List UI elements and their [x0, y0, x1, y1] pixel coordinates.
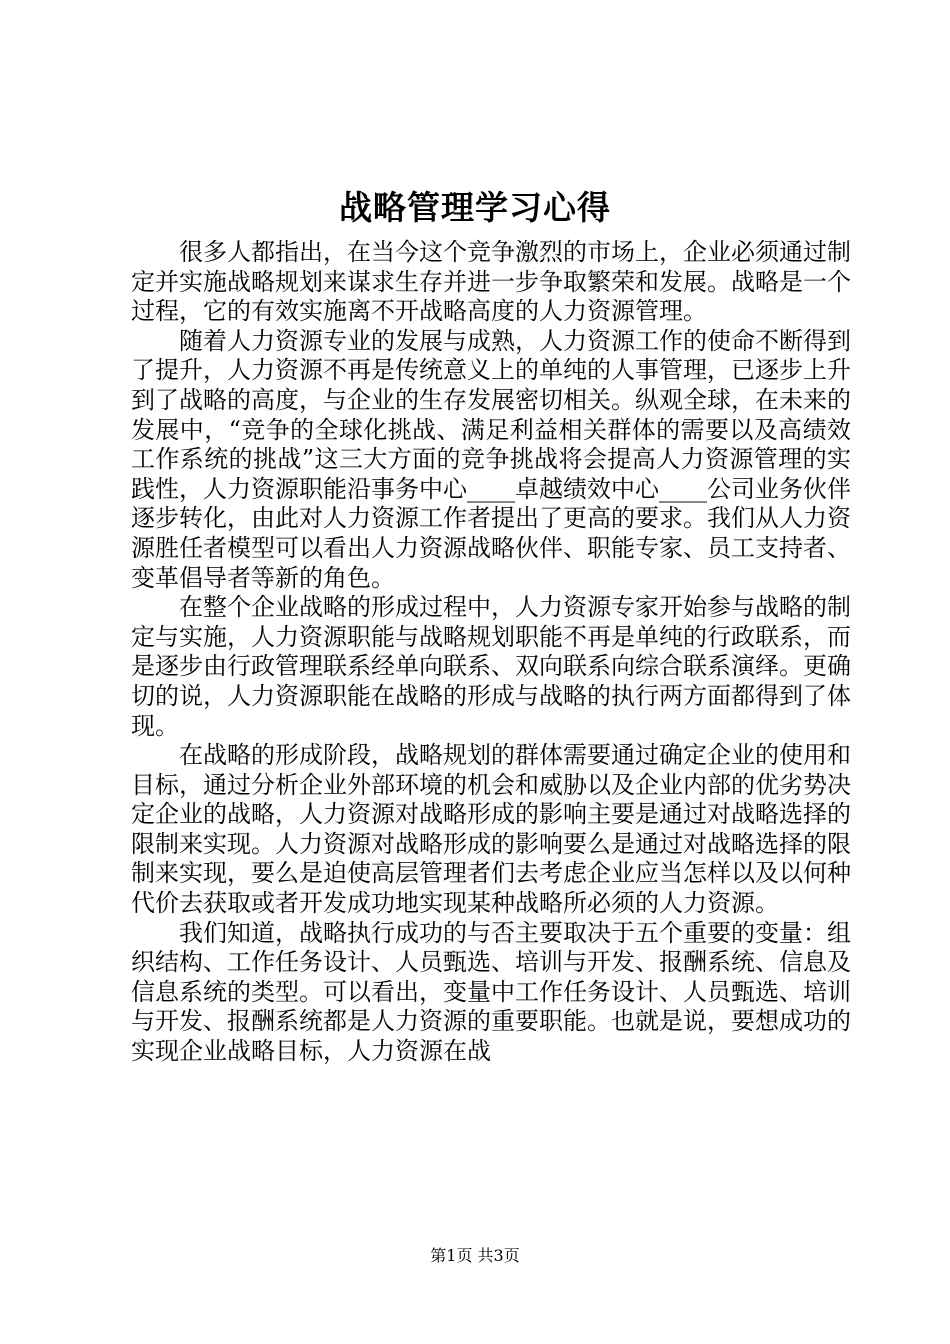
paragraph: 我们知道，战略执行成功的与否主要取决于五个重要的变量：组织结构、工作任务设计、人员甄选、培训与开发、报酬系统、信息及信息系统的类型。可以看出，变量中工作任务设计、人员甄选、培训与开发、报酬系统都是人力资源的重要职能。也就是说，要想成功的实现企业战略目标，人力资源在战 — [131, 918, 851, 1066]
page-number-footer: 第1页 共3页 — [430, 1246, 520, 1265]
paragraph: 随着人力资源专业的发展与成熟，人力资源工作的使命不断得到了提升，人力资源不再是传统意义上的单纯的人事管理，已逐步上升到了战略的高度，与企业的生存发展密切相关。纵观全球，在未来的发展中，“竞争的全球化挑战、满足利益相关群体的需要以及高绩效工作系统的挑战”这三大方面的竞争挑战将会提高人力资源管理的实践性，人力资源职能沿事务中心____卓越绩效中心____公司业务伙伴逐步转化，由此对人力资源工作者提出了更高的要求。我们从人力资源胜任者模型可以看出人力资源战略伙伴、职能专家、员工支持者、变革倡导者等新的角色。 — [131, 326, 851, 592]
paragraph: 在战略的形成阶段，战略规划的群体需要通过确定企业的使用和目标，通过分析企业外部环境的机会和威胁以及企业内部的优劣势决定企业的战略，人力资源对战略形成的影响主要是通过对战略选择的限制来实现。人力资源对战略形成的影响要么是通过对战略选择的限制来实现，要么是迫使高层管理者们去考虑企业应当怎样以及以何种代价去获取或者开发成功地实现某种战略所必须的人力资源。 — [131, 741, 851, 918]
paragraph: 很多人都指出，在当今这个竞争激烈的市场上，企业必须通过制定并实施战略规划来谋求生存并进一步争取繁荣和发展。战略是一个过程，它的有效实施离不开战略高度的人力资源管理。 — [131, 238, 851, 326]
paragraph: 在整个企业战略的形成过程中，人力资源专家开始参与战略的制定与实施，人力资源职能与战略规划职能不再是单纯的行政联系，而是逐步由行政管理联系经单向联系、双向联系向综合联系演绎。更确切的说，人力资源职能在战略的形成与战略的执行两方面都得到了体现。 — [131, 593, 851, 740]
document-body — [131, 238, 851, 1067]
document-title: 战略管理学习心得 — [339, 188, 611, 227]
